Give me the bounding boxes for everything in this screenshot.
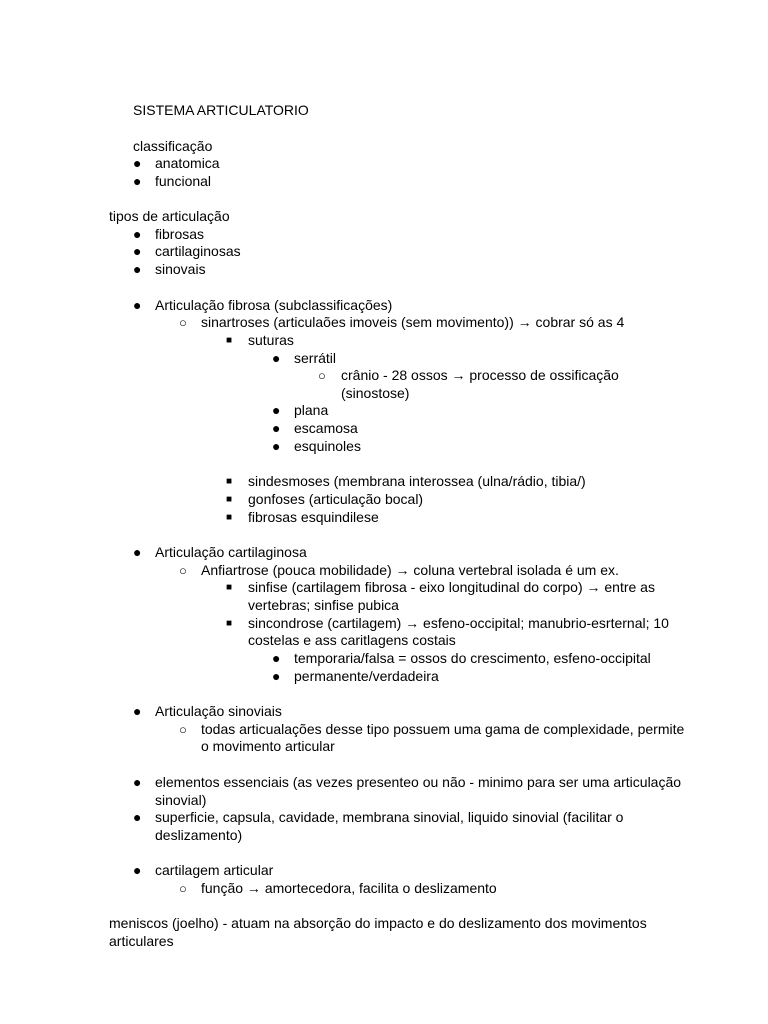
heading-tipos: tipos de articulação: [109, 208, 230, 224]
bullet-disc-icon: ●: [272, 402, 281, 418]
bullet-disc-icon: ●: [133, 703, 142, 719]
bullet-disc-icon: ●: [133, 226, 142, 242]
list-item: sinovais: [155, 261, 206, 277]
list-item-continuation: deslizamento): [155, 827, 243, 843]
section-heading-cartilaginosa: Articulação cartilaginosa: [155, 544, 307, 560]
bullet-disc-icon: ●: [133, 155, 142, 171]
bullet-disc-icon: ●: [133, 297, 142, 313]
list-item: suturas: [248, 332, 294, 348]
bullet-square-icon: ■: [226, 512, 233, 523]
bullet-disc-icon: ●: [133, 243, 142, 259]
list-item-continuation: (sinostose): [341, 385, 410, 401]
bullet-square-icon: ■: [226, 494, 233, 505]
list-item: gonfoses (articulação bocal): [248, 491, 424, 507]
bullet-circle-icon: ○: [318, 368, 326, 383]
bullet-disc-icon: ●: [272, 350, 281, 366]
bullet-disc-icon: ●: [133, 809, 142, 825]
list-item: função → amortecedora, facilita o deslizamento: [201, 880, 497, 896]
list-item: cartilaginosas: [155, 243, 241, 259]
bullet-square-icon: ■: [226, 476, 233, 487]
list-item: escamosa: [294, 420, 358, 436]
list-item: Anfiartrose (pouca mobilidade) → coluna vertebral isolada é um ex.: [201, 562, 619, 578]
bullet-circle-icon: ○: [179, 881, 187, 896]
bullet-disc-icon: ●: [272, 668, 281, 684]
list-item: funcional: [155, 173, 212, 189]
list-item: fibrosas esquindilese: [248, 509, 379, 525]
bullet-circle-icon: ○: [179, 722, 187, 737]
list-item: temporaria/falsa = ossos do crescimento, esfeno-occipital: [294, 650, 651, 666]
list-item: esquinoles: [294, 438, 361, 454]
list-item: superficie, capsula, cavidade, membrana sinovial, liquido sinovial (facilitar o: [155, 809, 624, 825]
list-item: elementos essenciais (as vezes presenteo ou não - minimo para ser uma articulação: [155, 774, 682, 790]
bullet-disc-icon: ●: [272, 650, 281, 666]
list-item-continuation: o movimento articular: [201, 738, 335, 754]
bullet-circle-icon: ○: [179, 563, 187, 578]
list-item: serrátil: [294, 350, 337, 366]
bullet-square-icon: ■: [226, 618, 233, 629]
bullet-disc-icon: ●: [133, 544, 142, 560]
list-item: sindesmoses (membrana interossea (ulna/rádio, tibia/): [248, 473, 586, 489]
bullet-disc-icon: ●: [133, 862, 142, 878]
list-item-continuation: sinovial): [155, 792, 207, 808]
list-item: crânio - 28 ossos → processo de ossificação: [341, 367, 619, 383]
list-item: plana: [294, 402, 329, 418]
list-item: anatomica: [155, 155, 220, 171]
bullet-disc-icon: ●: [133, 261, 142, 277]
bullet-disc-icon: ●: [272, 420, 281, 436]
list-item: sinfise (cartilagem fibrosa - eixo longitudinal do corpo) → entre as: [248, 579, 655, 595]
section-heading-fibrosa: Articulação fibrosa (subclassificações): [155, 297, 393, 313]
bullet-circle-icon: ○: [179, 315, 187, 330]
list-item: cartilagem articular: [155, 862, 274, 878]
list-item: sinartroses (articulaões imoveis (sem movimento)) → cobrar só as 4: [201, 314, 625, 330]
paragraph-meniscos: meniscos (joelho) - atuam na absorção do impacto e do deslizamento dos movimentos: [109, 915, 647, 931]
doc-title: SISTEMA ARTICULATORIO: [133, 102, 309, 118]
paragraph-meniscos-continuation: articulares: [109, 933, 174, 949]
list-item: todas articualações desse tipo possuem uma gama de complexidade, permite: [201, 721, 685, 737]
section-heading-sinoviais: Articulação sinoviais: [155, 703, 282, 719]
list-item: fibrosas: [155, 226, 205, 242]
list-item: permanente/verdadeira: [294, 668, 439, 684]
bullet-disc-icon: ●: [272, 438, 281, 454]
heading-classificacao: classificação: [133, 138, 213, 154]
list-item-continuation: costelas e ass caritlagens costais: [248, 632, 456, 648]
list-item: sincondrose (cartilagem) → esfeno-occipital; manubrio-esrternal; 10: [248, 615, 669, 631]
bullet-disc-icon: ●: [133, 774, 142, 790]
bullet-disc-icon: ●: [133, 173, 142, 189]
list-item-continuation: vertebras; sinfise pubica: [248, 597, 399, 613]
bullet-square-icon: ■: [226, 582, 233, 593]
bullet-square-icon: ■: [226, 335, 233, 346]
